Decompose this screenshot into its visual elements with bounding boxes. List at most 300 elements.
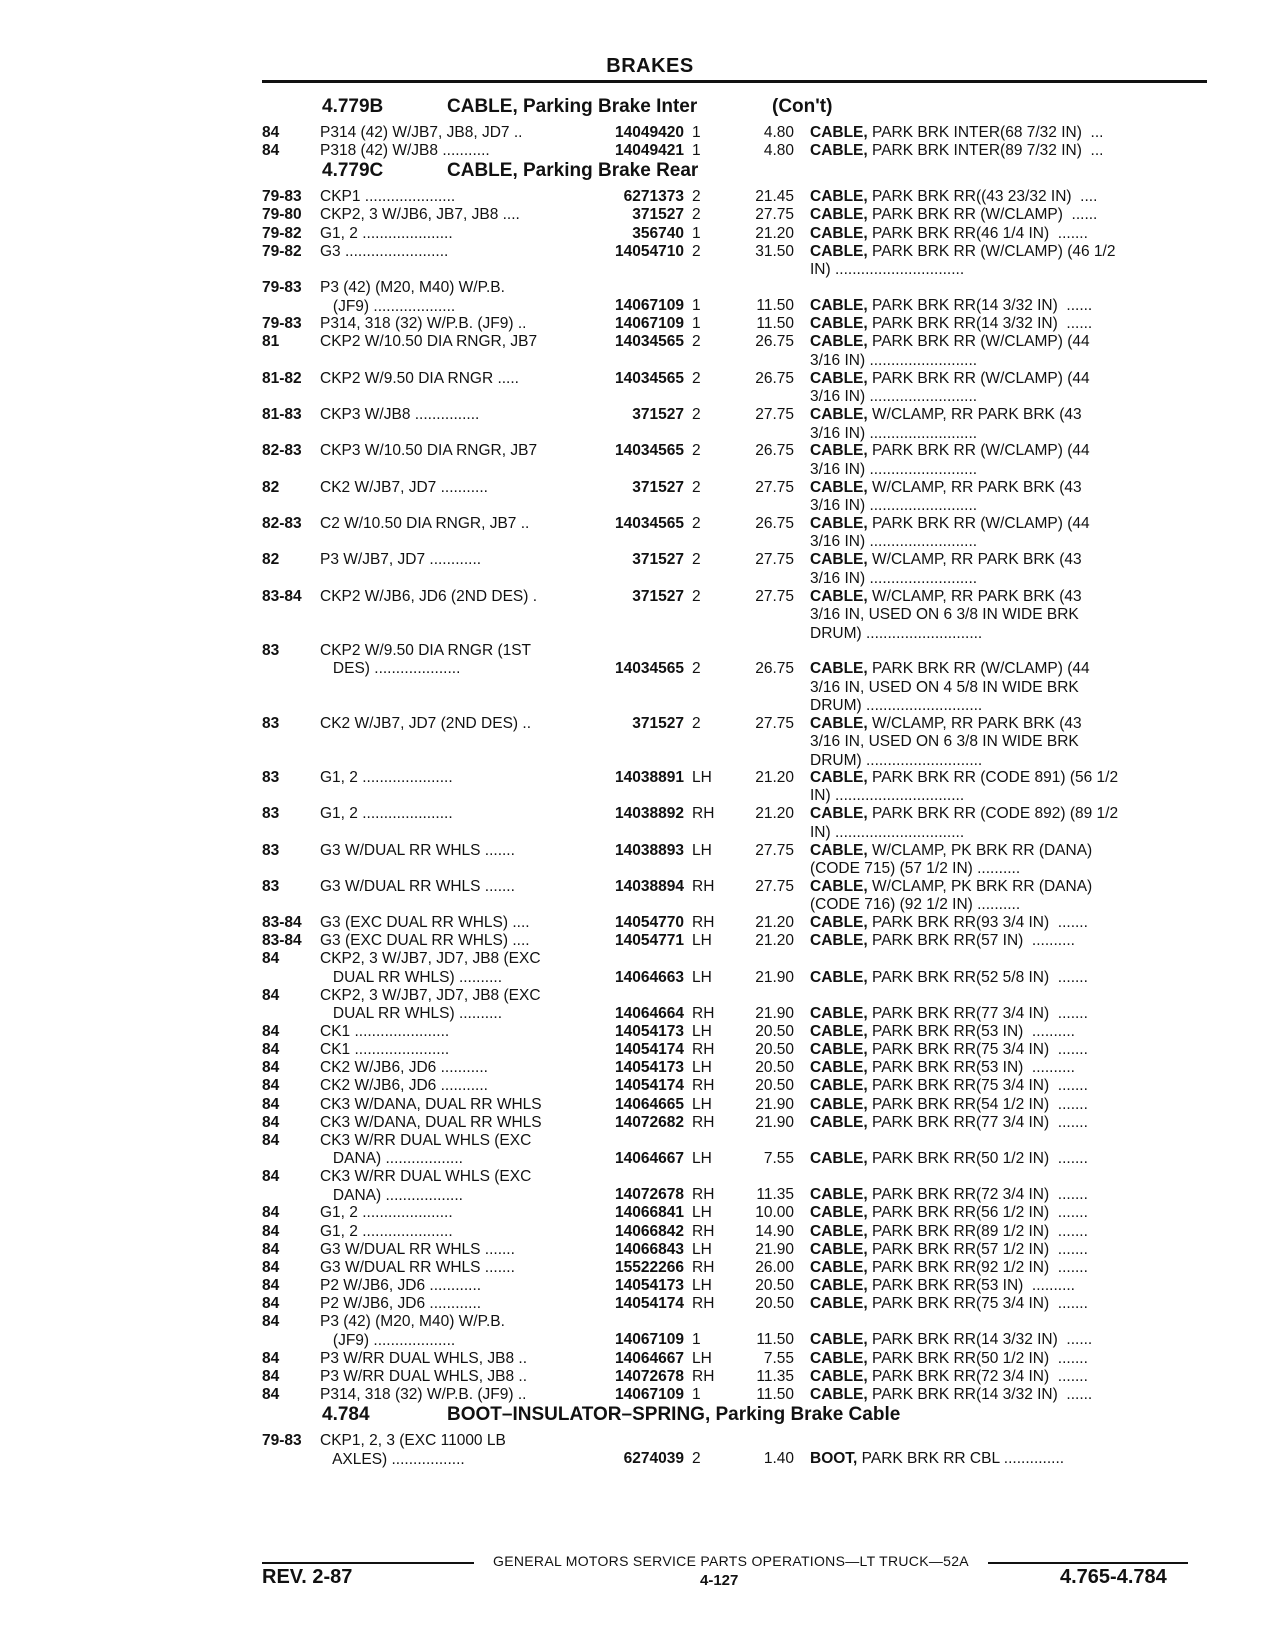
part-name-noun: CABLE, bbox=[810, 406, 868, 424]
part-name-detail: PARK BRK RR(53 IN) .......... bbox=[867, 1277, 1075, 1295]
part-name-detail: PARK BRK RR(50 1/2 IN) ....... bbox=[867, 1349, 1088, 1367]
part-name-noun: CABLE, bbox=[810, 914, 868, 932]
quantity: RH bbox=[692, 1186, 715, 1204]
application-description: G3 W/DUAL RR WHLS ....... bbox=[320, 1240, 515, 1258]
part-number: 14054770 bbox=[615, 914, 684, 932]
part-name-detail: PARK BRK RR (CODE 892) (89 1/2 IN) .............................. bbox=[810, 805, 1119, 841]
part-name-noun: CABLE, bbox=[810, 1204, 868, 1222]
model-year: 84 bbox=[262, 1277, 280, 1295]
part-name-noun: CABLE, bbox=[810, 1240, 868, 1258]
part-name-detail: PARK BRK RR CBL .............. bbox=[857, 1450, 1065, 1468]
part-number: 371527 bbox=[632, 714, 684, 732]
model-year: 83-84 bbox=[262, 914, 302, 932]
list-price: 26.00 bbox=[755, 1258, 794, 1276]
quantity: 2 bbox=[692, 242, 701, 260]
list-price: 20.50 bbox=[755, 1023, 794, 1041]
quantity: RH bbox=[692, 1077, 715, 1095]
list-price: 11.50 bbox=[756, 297, 794, 315]
part-name-noun: CABLE, bbox=[810, 478, 868, 496]
quantity: 1 bbox=[692, 315, 701, 333]
part-name bbox=[810, 370, 1220, 407]
part-name-detail: PARK BRK RR(75 3/4 IN) ....... bbox=[867, 1041, 1088, 1059]
model-year: 84 bbox=[262, 1258, 280, 1276]
part-number: 14066843 bbox=[615, 1240, 684, 1258]
part-name-detail: PARK BRK RR (W/CLAMP) (44 3/16 IN) ......................... bbox=[810, 369, 1090, 406]
application-description: CK3 W/DANA, DUAL RR WHLS bbox=[320, 1113, 542, 1131]
application-description: G1, 2 ..................... bbox=[320, 768, 453, 786]
part-row bbox=[262, 950, 1212, 986]
part-name bbox=[810, 1386, 1220, 1405]
list-price: 11.50 bbox=[756, 315, 794, 333]
part-name-noun: CABLE, bbox=[810, 315, 868, 333]
model-year: 79-82 bbox=[262, 224, 302, 242]
part-number: 14067109 bbox=[615, 1385, 684, 1403]
model-year: 81-83 bbox=[262, 406, 302, 424]
part-name-noun: CABLE, bbox=[810, 877, 868, 895]
application-description: G3 (EXC DUAL RR WHLS) .... bbox=[320, 914, 530, 932]
part-name-noun: CABLE, bbox=[810, 514, 868, 532]
part-name bbox=[810, 1259, 1220, 1278]
model-year: 81-82 bbox=[262, 369, 302, 387]
quantity: RH bbox=[692, 914, 715, 932]
part-name bbox=[810, 878, 1220, 915]
model-year: 79-82 bbox=[262, 242, 302, 260]
quantity: RH bbox=[692, 1367, 715, 1385]
part-name bbox=[810, 1077, 1220, 1096]
application-description: P314, 318 (32) W/P.B. (JF9) .. bbox=[320, 1385, 527, 1403]
quantity: 2 bbox=[692, 442, 701, 460]
model-year: 84 bbox=[262, 986, 280, 1004]
part-name-noun: CABLE, bbox=[810, 768, 868, 786]
part-name-noun: CABLE, bbox=[810, 1186, 868, 1204]
part-name bbox=[810, 932, 1220, 951]
quantity: 2 bbox=[692, 406, 701, 424]
part-name-detail: PARK BRK RR(72 3/4 IN) ....... bbox=[867, 1367, 1088, 1385]
part-name-noun: CABLE, bbox=[810, 1295, 868, 1313]
part-number: 14038893 bbox=[615, 841, 684, 859]
page-title: BRAKES bbox=[606, 55, 694, 77]
model-year: 84 bbox=[262, 1240, 280, 1258]
application-description: P318 (42) W/JB8 ........... bbox=[320, 142, 490, 160]
application-description: G3 W/DUAL RR WHLS ....... bbox=[320, 877, 515, 895]
part-name-noun: CABLE, bbox=[810, 1222, 868, 1240]
part-number: 14064665 bbox=[615, 1095, 684, 1113]
part-number: 14066842 bbox=[615, 1222, 684, 1240]
list-price: 27.75 bbox=[755, 478, 794, 496]
model-year: 83 bbox=[262, 714, 280, 732]
application-description: CK2 W/JB6, JD6 ........... bbox=[320, 1059, 488, 1077]
part-name-detail: PARK BRK RR(54 1/2 IN) ....... bbox=[867, 1095, 1088, 1113]
model-year: 84 bbox=[262, 1023, 280, 1041]
quantity: 2 bbox=[692, 587, 701, 605]
quantity: 1 bbox=[692, 1331, 701, 1349]
part-name-detail: PARK BRK RR(75 3/4 IN) ....... bbox=[867, 1077, 1088, 1095]
part-number: 14072678 bbox=[615, 1186, 684, 1204]
quantity: LH bbox=[692, 1059, 712, 1077]
list-price: 11.35 bbox=[756, 1367, 794, 1385]
application-description: CKP2 W/10.50 DIA RNGR, JB7 bbox=[320, 333, 538, 351]
application-description: CKP2, 3 W/JB7, JD7, JB8 (EXC DUAL RR WHLS) .......... bbox=[320, 986, 541, 1023]
list-price: 4.80 bbox=[763, 124, 794, 141]
part-name bbox=[810, 1295, 1220, 1314]
part-name bbox=[810, 1023, 1220, 1042]
part-name-noun: CABLE, bbox=[810, 124, 868, 141]
application-description: CKP2, 3 W/JB6, JB7, JB8 .... bbox=[320, 206, 520, 224]
model-year: 84 bbox=[262, 950, 280, 968]
part-name-noun: CABLE, bbox=[810, 1095, 868, 1113]
part-row bbox=[262, 188, 1212, 206]
part-name-detail: W/CLAMP, RR PARK BRK (43 3/16 IN) ......................... bbox=[810, 551, 1082, 587]
part-row bbox=[262, 206, 1212, 224]
model-year: 79-80 bbox=[262, 206, 302, 224]
list-price: 14.90 bbox=[755, 1222, 794, 1240]
header-divider bbox=[262, 80, 1207, 83]
part-name bbox=[810, 715, 1220, 771]
quantity: LH bbox=[692, 932, 712, 950]
part-name bbox=[810, 769, 1220, 806]
part-row bbox=[262, 932, 1212, 950]
part-name-noun: CABLE, bbox=[810, 714, 868, 732]
revision-label: REV. 2-87 bbox=[262, 1566, 353, 1588]
part-name bbox=[810, 315, 1220, 334]
part-row bbox=[262, 987, 1212, 1023]
list-price: 20.50 bbox=[755, 1041, 794, 1059]
part-name-detail: PARK BRK RR(77 3/4 IN) ....... bbox=[867, 1004, 1088, 1022]
quantity: RH bbox=[692, 1113, 715, 1131]
list-price: 27.75 bbox=[755, 841, 794, 859]
application-description: CK1 ...................... bbox=[320, 1023, 450, 1041]
part-name-detail: PARK BRK RR(89 1/2 IN) ....... bbox=[867, 1222, 1088, 1240]
part-row bbox=[262, 805, 1212, 841]
section-heading bbox=[262, 160, 1212, 188]
model-year: 84 bbox=[262, 124, 280, 141]
part-name-noun: CABLE, bbox=[810, 1349, 868, 1367]
list-price: 21.90 bbox=[755, 1095, 794, 1113]
model-year: 84 bbox=[262, 1131, 280, 1149]
quantity: LH bbox=[692, 1095, 712, 1113]
part-name bbox=[810, 1450, 1220, 1469]
section-code: 4.779C bbox=[322, 160, 384, 182]
part-name bbox=[810, 297, 1220, 316]
part-number: 14034565 bbox=[615, 369, 684, 387]
model-year: 84 bbox=[262, 1349, 280, 1367]
application-description: CKP2 W/JB6, JD6 (2ND DES) . bbox=[320, 587, 538, 605]
part-row bbox=[262, 1241, 1212, 1259]
part-name-detail: PARK BRK RR(53 IN) .......... bbox=[867, 1059, 1075, 1077]
quantity: RH bbox=[692, 1004, 715, 1022]
quantity: LH bbox=[692, 1023, 712, 1041]
list-price: 27.75 bbox=[755, 877, 794, 895]
part-row bbox=[262, 479, 1212, 515]
application-description: P3 (42) (M20, M40) W/P.B. (JF9) ................... bbox=[320, 1313, 505, 1349]
model-year: 84 bbox=[262, 1313, 280, 1331]
part-row bbox=[262, 769, 1212, 805]
part-name-noun: CABLE, bbox=[810, 1367, 868, 1385]
application-description: P314 (42) W/JB7, JB8, JD7 .. bbox=[320, 124, 523, 141]
part-name-noun: CABLE, bbox=[810, 841, 868, 859]
application-description: CKP2 W/9.50 DIA RNGR ..... bbox=[320, 369, 519, 387]
list-price: 11.50 bbox=[756, 1331, 794, 1349]
part-name-detail: PARK BRK RR (W/CLAMP) (44 3/16 IN) ......................... bbox=[810, 333, 1090, 369]
part-row bbox=[262, 1023, 1212, 1041]
part-name bbox=[810, 914, 1220, 933]
list-price: 26.75 bbox=[755, 514, 794, 532]
part-name-noun: CABLE, bbox=[810, 1004, 868, 1022]
part-name-noun: CABLE, bbox=[810, 242, 868, 260]
part-number: 14054174 bbox=[615, 1077, 684, 1095]
part-name-noun: CABLE, bbox=[810, 369, 868, 387]
model-year: 84 bbox=[262, 1204, 280, 1222]
application-description: CK2 W/JB7, JD7 ........... bbox=[320, 478, 488, 496]
list-price: 21.90 bbox=[755, 1004, 794, 1022]
quantity: LH bbox=[692, 1277, 712, 1295]
model-year: 83 bbox=[262, 768, 280, 786]
part-name bbox=[810, 805, 1220, 842]
part-name bbox=[810, 660, 1220, 716]
part-name-detail: PARK BRK RR(57 1/2 IN) ....... bbox=[867, 1240, 1088, 1258]
quantity: LH bbox=[692, 1240, 712, 1258]
part-name-noun: CABLE, bbox=[810, 1150, 868, 1168]
quantity: LH bbox=[692, 841, 712, 859]
model-year: 82 bbox=[262, 478, 280, 496]
part-name bbox=[810, 969, 1220, 988]
part-row bbox=[262, 142, 1212, 160]
part-number: 14038892 bbox=[615, 805, 684, 823]
quantity: LH bbox=[692, 1349, 712, 1367]
part-row bbox=[262, 279, 1212, 315]
part-name-noun: CABLE, bbox=[810, 1023, 868, 1041]
part-name-noun: CABLE, bbox=[810, 1113, 868, 1131]
part-name-noun: CABLE, bbox=[810, 805, 868, 823]
list-price: 27.75 bbox=[755, 206, 794, 224]
part-name bbox=[810, 1059, 1220, 1078]
part-row bbox=[262, 315, 1212, 333]
list-price: 7.55 bbox=[763, 1150, 794, 1168]
quantity: 1 bbox=[692, 1385, 701, 1403]
part-name-detail: PARK BRK RR(14 3/32 IN) ...... bbox=[867, 297, 1093, 315]
model-year: 84 bbox=[262, 1385, 280, 1403]
quantity: 2 bbox=[692, 333, 701, 351]
part-name-detail: W/CLAMP, RR PARK BRK (43 3/16 IN) ......................... bbox=[810, 478, 1082, 515]
quantity: RH bbox=[692, 805, 715, 823]
part-row bbox=[262, 588, 1212, 642]
continued-label: (Con't) bbox=[772, 96, 833, 117]
list-price: 21.45 bbox=[755, 188, 794, 206]
part-number: 14054771 bbox=[615, 932, 684, 950]
section-heading bbox=[262, 1404, 1212, 1432]
quantity: RH bbox=[692, 1295, 715, 1313]
part-name-detail: PARK BRK RR(53 IN) .......... bbox=[867, 1023, 1075, 1041]
part-name-detail: W/CLAMP, RR PARK BRK (43 3/16 IN) ......................... bbox=[810, 406, 1082, 442]
list-price: 4.80 bbox=[763, 142, 794, 160]
part-row bbox=[262, 1114, 1212, 1132]
part-row bbox=[262, 124, 1212, 142]
part-name bbox=[810, 1114, 1220, 1133]
model-year: 84 bbox=[262, 1222, 280, 1240]
part-name-noun: CABLE, bbox=[810, 551, 868, 569]
part-name-detail: PARK BRK RR(77 3/4 IN) ....... bbox=[867, 1113, 1088, 1131]
model-year: 83 bbox=[262, 841, 280, 859]
part-name-detail: PARK BRK RR(50 1/2 IN) ....... bbox=[867, 1150, 1088, 1168]
part-number: 14054174 bbox=[615, 1295, 684, 1313]
part-number: 14049421 bbox=[615, 142, 684, 160]
part-name-detail: PARK BRK RR (W/CLAMP) (46 1/2 IN) .............................. bbox=[810, 242, 1116, 279]
part-name bbox=[810, 1331, 1220, 1350]
section-heading bbox=[262, 96, 1212, 124]
section-range: 4.765-4.784 bbox=[1060, 1566, 1167, 1588]
part-name-detail: PARK BRK RR (W/CLAMP) (44 3/16 IN) ......................... bbox=[810, 514, 1090, 551]
application-description: G1, 2 ..................... bbox=[320, 1222, 453, 1240]
quantity: 2 bbox=[692, 188, 701, 206]
part-name-detail: W/CLAMP, RR PARK BRK (43 3/16 IN, USED ON 6 3/8 IN WIDE BRK DRUM) ........................... bbox=[810, 714, 1082, 769]
part-name bbox=[810, 1150, 1220, 1169]
list-price: 27.75 bbox=[755, 406, 794, 424]
application-description: P3 W/RR DUAL WHLS, JB8 .. bbox=[320, 1367, 527, 1385]
part-name bbox=[810, 1204, 1220, 1223]
part-row bbox=[262, 551, 1212, 587]
application-description: C2 W/10.50 DIA RNGR, JB7 .. bbox=[320, 514, 530, 532]
part-name-noun: CABLE, bbox=[810, 1077, 868, 1095]
model-year: 82-83 bbox=[262, 442, 302, 460]
quantity: LH bbox=[692, 968, 712, 986]
part-row bbox=[262, 1259, 1212, 1277]
part-name-noun: CABLE, bbox=[810, 932, 868, 950]
list-price: 21.20 bbox=[755, 932, 794, 950]
application-description: P2 W/JB6, JD6 ............ bbox=[320, 1295, 482, 1313]
list-price: 11.50 bbox=[756, 1385, 794, 1403]
part-name-noun: CABLE, bbox=[810, 587, 868, 605]
part-name bbox=[810, 1041, 1220, 1060]
part-name bbox=[810, 479, 1220, 516]
part-name bbox=[810, 1241, 1220, 1260]
quantity: 2 bbox=[692, 1450, 701, 1468]
part-name-noun: CABLE, bbox=[810, 224, 868, 242]
list-price: 21.20 bbox=[755, 768, 794, 786]
part-row bbox=[262, 1096, 1212, 1114]
quantity: 2 bbox=[692, 660, 701, 678]
list-price: 1.40 bbox=[763, 1450, 794, 1468]
section-code: 4.779B bbox=[322, 96, 384, 117]
model-year: 84 bbox=[262, 1367, 280, 1385]
model-year: 82-83 bbox=[262, 514, 302, 532]
part-number: 14067109 bbox=[615, 297, 684, 315]
part-number: 371527 bbox=[632, 587, 684, 605]
part-number: 14064663 bbox=[615, 968, 684, 986]
model-year: 84 bbox=[262, 1113, 280, 1131]
list-price: 21.20 bbox=[755, 805, 794, 823]
part-name-detail: PARK BRK RR(75 3/4 IN) ....... bbox=[867, 1295, 1088, 1313]
part-number: 14054173 bbox=[615, 1059, 684, 1077]
section-title: BOOT–INSULATOR–SPRING, Parking Brake Cable bbox=[447, 1404, 901, 1426]
part-number: 14054710 bbox=[615, 242, 684, 260]
model-year: 84 bbox=[262, 1059, 280, 1077]
part-name-detail: W/CLAMP, PK BRK RR (DANA) (CODE 715) (57 1/2 IN) .......... bbox=[810, 841, 1093, 878]
application-description: G1, 2 ..................... bbox=[320, 1204, 453, 1222]
list-price: 27.75 bbox=[755, 587, 794, 605]
part-row bbox=[262, 225, 1212, 243]
part-name bbox=[810, 333, 1220, 370]
part-row bbox=[262, 243, 1212, 279]
part-row bbox=[262, 1168, 1212, 1204]
part-name-noun: CABLE, bbox=[810, 660, 868, 678]
application-description: CKP3 W/10.50 DIA RNGR, JB7 bbox=[320, 442, 538, 460]
list-price: 7.55 bbox=[763, 1349, 794, 1367]
application-description: P2 W/JB6, JD6 ............ bbox=[320, 1277, 482, 1295]
part-name bbox=[810, 515, 1220, 552]
part-number: 14034565 bbox=[615, 514, 684, 532]
part-row bbox=[262, 1223, 1212, 1241]
part-name bbox=[810, 225, 1220, 244]
model-year: 83-84 bbox=[262, 932, 302, 950]
part-row bbox=[262, 1132, 1212, 1168]
application-description: CKP1, 2, 3 (EXC 11000 LB AXLES) ................. bbox=[320, 1432, 506, 1468]
footer-organization: GENERAL MOTORS SERVICE PARTS OPERATIONS—LT TRUCK—52A bbox=[493, 1553, 969, 1569]
part-number: 14072682 bbox=[615, 1113, 684, 1131]
list-price: 21.90 bbox=[755, 968, 794, 986]
part-number: 14064664 bbox=[615, 1004, 684, 1022]
quantity: 1 bbox=[692, 142, 701, 160]
part-name bbox=[810, 442, 1220, 479]
application-description: CKP3 W/JB8 ............... bbox=[320, 406, 480, 424]
application-description: CKP2, 3 W/JB7, JD7, JB8 (EXC DUAL RR WHLS) .......... bbox=[320, 950, 541, 986]
part-name-detail: PARK BRK RR (W/CLAMP) (44 3/16 IN) ......................... bbox=[810, 442, 1090, 478]
quantity: 1 bbox=[692, 124, 701, 141]
quantity: 2 bbox=[692, 478, 701, 496]
list-price: 20.50 bbox=[755, 1059, 794, 1077]
part-number: 371527 bbox=[632, 206, 684, 224]
part-name bbox=[810, 588, 1220, 644]
parts-list bbox=[262, 96, 1212, 1468]
application-description: CK2 W/JB6, JD6 ........... bbox=[320, 1077, 488, 1095]
part-number: 371527 bbox=[632, 478, 684, 496]
part-number: 14038891 bbox=[615, 768, 684, 786]
part-number: 14034565 bbox=[615, 660, 684, 678]
part-name-detail: PARK BRK RR(14 3/32 IN) ...... bbox=[867, 1331, 1093, 1349]
model-year: 79-83 bbox=[262, 1432, 302, 1450]
quantity: LH bbox=[692, 1204, 712, 1222]
part-name-detail: PARK BRK INTER(68 7/32 IN) ... bbox=[867, 124, 1104, 141]
quantity: LH bbox=[692, 1150, 712, 1168]
application-description: CK3 W/DANA, DUAL RR WHLS bbox=[320, 1095, 542, 1113]
part-name-noun: CABLE, bbox=[810, 1041, 868, 1059]
part-name bbox=[810, 1223, 1220, 1242]
part-number: 15522266 bbox=[615, 1258, 684, 1276]
part-name bbox=[810, 1368, 1220, 1387]
part-number: 14034565 bbox=[615, 442, 684, 460]
list-price: 20.50 bbox=[755, 1295, 794, 1313]
part-row bbox=[262, 406, 1212, 442]
application-description: G3 W/DUAL RR WHLS ....... bbox=[320, 1258, 515, 1276]
part-number: 356740 bbox=[632, 224, 684, 242]
part-name bbox=[810, 142, 1220, 161]
quantity: 1 bbox=[692, 224, 701, 242]
quantity: RH bbox=[692, 1222, 715, 1240]
part-name-detail: PARK BRK RR(46 1/4 IN) ....... bbox=[867, 224, 1088, 242]
part-row bbox=[262, 842, 1212, 878]
part-name-detail: PARK BRK RR(14 3/32 IN) ...... bbox=[867, 1385, 1093, 1403]
part-row bbox=[262, 914, 1212, 932]
application-description: G3 (EXC DUAL RR WHLS) .... bbox=[320, 932, 530, 950]
list-price: 21.20 bbox=[755, 914, 794, 932]
part-number: 14054173 bbox=[615, 1023, 684, 1041]
application-description: CKP2 W/9.50 DIA RNGR (1ST DES) .................... bbox=[320, 641, 532, 678]
part-number: 371527 bbox=[632, 406, 684, 424]
part-row bbox=[262, 370, 1212, 406]
model-year: 84 bbox=[262, 1095, 280, 1113]
part-name bbox=[810, 1186, 1220, 1205]
part-name-detail: PARK BRK RR (W/CLAMP) (44 3/16 IN, USED ON 4 5/8 IN WIDE BRK DRUM) ........................... bbox=[810, 660, 1090, 715]
part-name-detail: PARK BRK RR(93 3/4 IN) ....... bbox=[867, 914, 1088, 932]
